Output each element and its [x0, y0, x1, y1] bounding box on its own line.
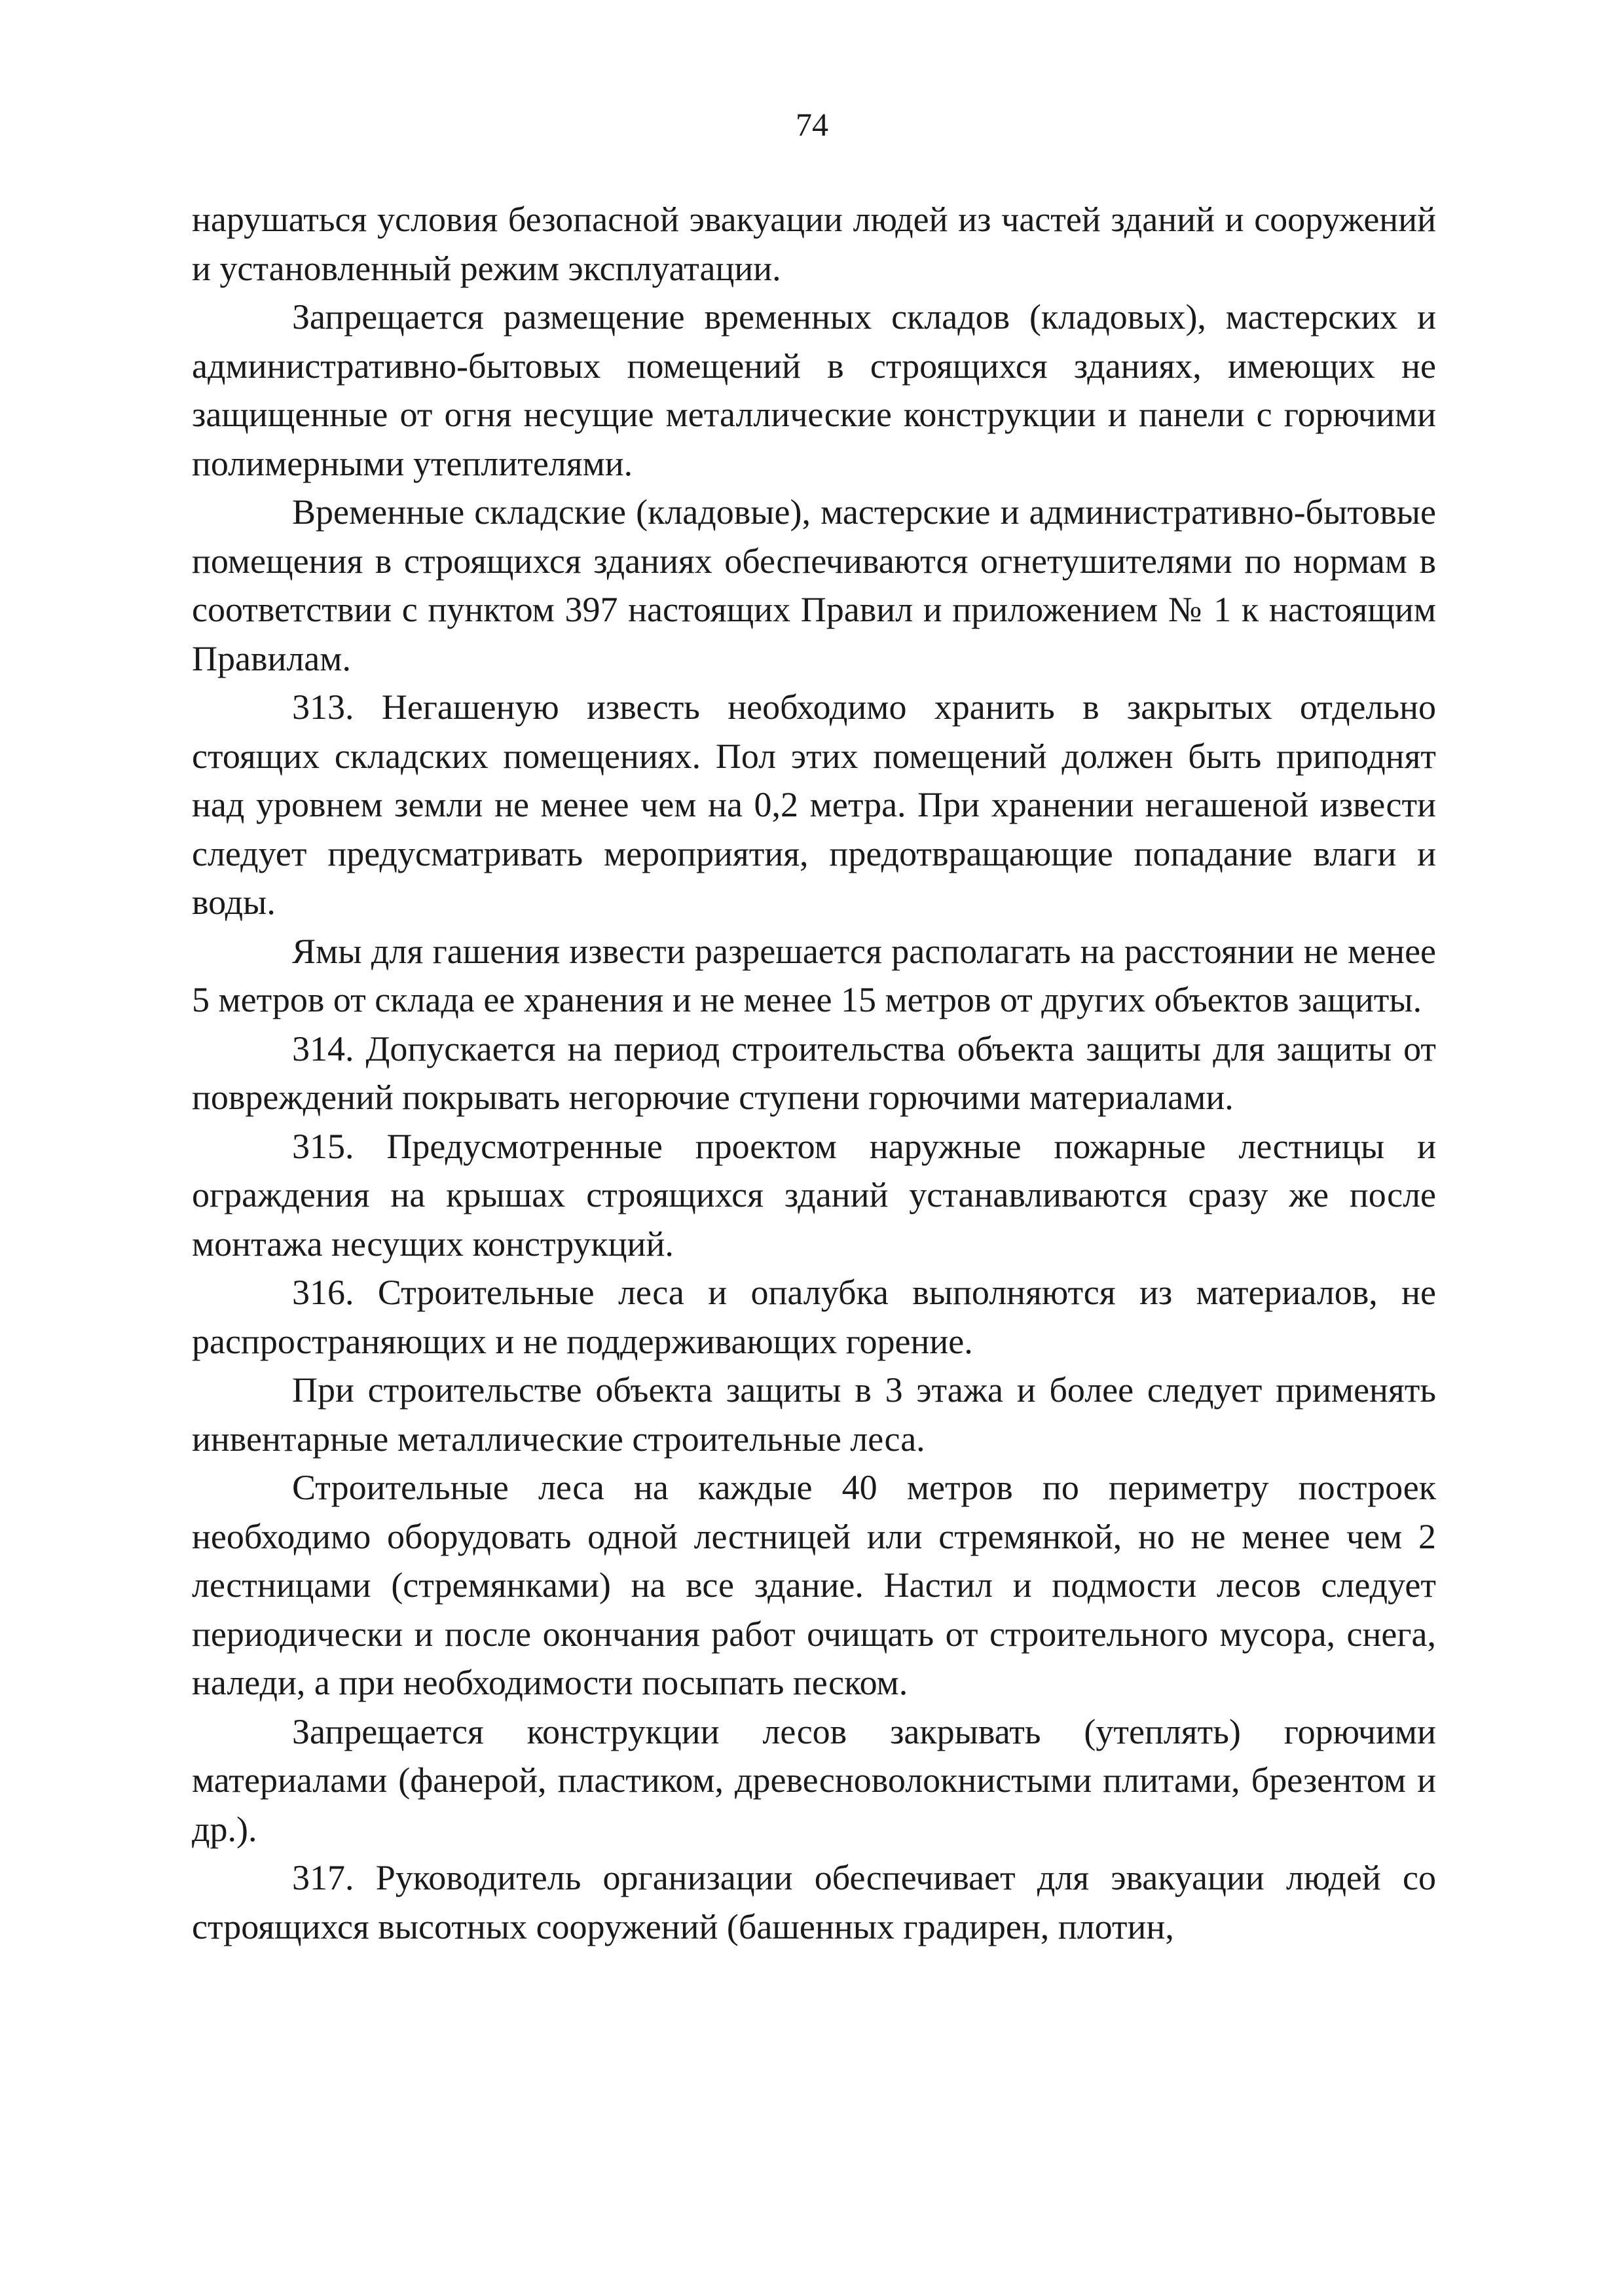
paragraph-scaffolding-covering-ban: Запрещается конструкции лесов закрывать (утеплять) горючими материалами (фанерой, пластиком, древесноволокнистыми плитами, брезентом и др.). — [192, 1711, 1436, 1849]
paragraph-continuation: нарушаться условия безопасной эвакуации людей из частей зданий и сооружений и установленный режим эксплуатации. — [192, 200, 1436, 288]
paragraph-314-stairs-covering: 314. Допускается на период строительства объекта защиты для защиты от повреждений покрывать негорючие ступени горючими материалами. — [192, 1029, 1436, 1117]
paragraph-315-fire-ladders: 315. Предусмотренные проектом наружные пожарные лестницы и ограждения на крышах строящихся зданий устанавливаются сразу же после монтажа несущих конструкций. — [192, 1126, 1436, 1264]
paragraph-fire-extinguishers: Временные складские (кладовые), мастерские и административно-бытовые помещения в строящихся зданиях обеспечиваются огнетушителями по нормам в соответствии с пунктом 397 настоящих Правил и приложением № 1 к настоящим Правилам. — [192, 492, 1436, 678]
page-number: 74 — [796, 106, 828, 143]
paragraph-scaffolding-ladders: Строительные леса на каждые 40 метров по периметру построек необходимо оборудовать одной лестницей или стремянкой, но не менее чем 2 лестницами (стремянками) на все здание. Настил и подмости лесов следует периодически и после окончания работ очищать от строительного мусора, снега, наледи, а при необходимости посыпать песком. — [192, 1468, 1436, 1702]
paragraph-313-quicklime-storage: 313. Негашеную известь необходимо хранить в закрытых отдельно стоящих складских помещениях. Пол этих помещений должен быть приподнят над уровнем земли не менее чем на 0,2 метра. При хранении негашеной извести следует предусматривать мероприятия, предотвращающие попадание влаги и воды. — [192, 687, 1436, 922]
paragraph-317-evacuation: 317. Руководитель организации обеспечивает для эвакуации людей со строящихся высотных сооружений (башенных градирен, плотин, — [192, 1858, 1436, 1946]
paragraph-temporary-warehouses-ban: Запрещается размещение временных складов (кладовых), мастерских и административно-бытовых помещений в строящихся зданиях, имеющих не защищенные от огня несущие металлические конструкции и панели с горючими полимерными утеплителями. — [192, 297, 1436, 483]
body-text — [192, 195, 1436, 1951]
paragraph-lime-slaking-pits: Ямы для гашения извести разрешается располагать на расстоянии не менее 5 метров от склада ее хранения и не менее 15 метров от других объектов защиты. — [192, 931, 1436, 1019]
paragraph-metal-scaffolding: При строительстве объекта защиты в 3 этажа и более следует применять инвентарные металлические строительные леса. — [192, 1370, 1436, 1459]
paragraph-316-scaffolding-materials: 316. Строительные леса и опалубка выполняются из материалов, не распространяющих и не поддерживающих горение. — [192, 1273, 1436, 1361]
